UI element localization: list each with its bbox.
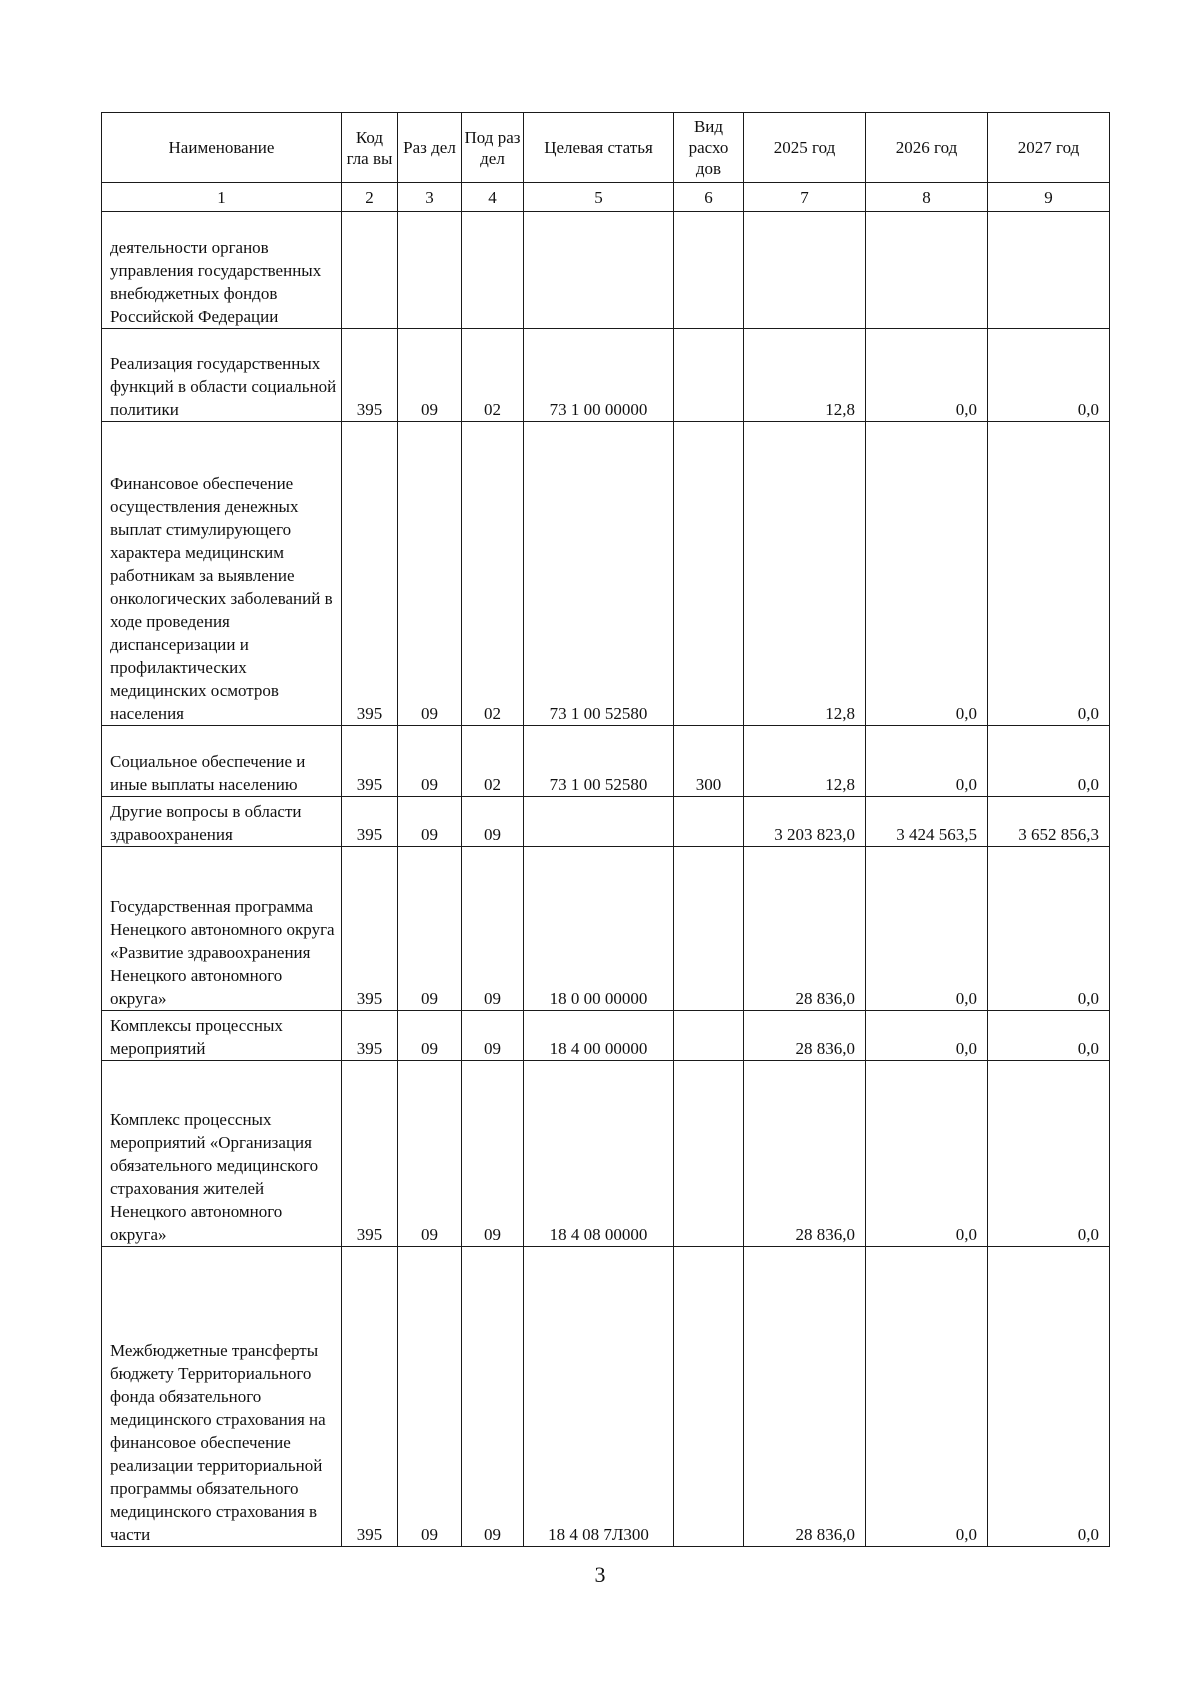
row-2025: 28 836,0 [744,847,866,1011]
row-razdel [398,212,462,329]
row-vid [674,422,744,726]
row-2027: 0,0 [988,422,1110,726]
row-vid [674,1011,744,1061]
header-2026: 2026 год [866,113,988,183]
column-number: 1 [102,183,342,212]
row-2026: 0,0 [866,1011,988,1061]
column-number: 5 [524,183,674,212]
row-celevaya: 73 1 00 52580 [524,726,674,797]
row-2026: 0,0 [866,1061,988,1247]
row-vid [674,1061,744,1247]
row-2025: 12,8 [744,422,866,726]
row-razdel: 09 [398,1061,462,1247]
table-row [102,847,1110,1011]
row-2025: 28 836,0 [744,1011,866,1061]
column-number: 8 [866,183,988,212]
row-razdel: 09 [398,847,462,1011]
column-number: 6 [674,183,744,212]
row-2027: 0,0 [988,329,1110,422]
row-glava: 395 [342,1061,398,1247]
table-row [102,1061,1110,1247]
row-podrazdel: 09 [462,1011,524,1061]
row-celevaya [524,797,674,847]
header-podrazdel: Под раз дел [462,113,524,183]
row-glava [342,212,398,329]
row-name: Комплекс процессных мероприятий «Организация обязательного медицинского страхования жителей Ненецкого автономного округа» [102,1061,342,1247]
row-name: деятельности органов управления государственных внебюджетных фондов Российской Федерации [102,212,342,329]
row-razdel: 09 [398,329,462,422]
row-name: Другие вопросы в области здравоохранения [102,797,342,847]
column-number: 3 [398,183,462,212]
row-razdel: 09 [398,422,462,726]
row-2026: 0,0 [866,1247,988,1547]
row-podrazdel: 09 [462,1247,524,1547]
column-number: 4 [462,183,524,212]
row-2027: 0,0 [988,1061,1110,1247]
table-header [102,113,1110,183]
table-row [102,1011,1110,1061]
header-2025: 2025 год [744,113,866,183]
row-2025: 12,8 [744,329,866,422]
row-celevaya: 18 4 08 7Л300 [524,1247,674,1547]
row-vid: 300 [674,726,744,797]
row-glava: 395 [342,1247,398,1547]
row-glava: 395 [342,726,398,797]
row-razdel: 09 [398,726,462,797]
row-2025: 3 203 823,0 [744,797,866,847]
column-number: 2 [342,183,398,212]
row-razdel: 09 [398,1247,462,1547]
column-number: 7 [744,183,866,212]
table-row [102,797,1110,847]
row-2025: 28 836,0 [744,1247,866,1547]
row-vid [674,212,744,329]
row-2026: 0,0 [866,422,988,726]
header-vid: Вид расхо дов [674,113,744,183]
header-name: Наименование [102,113,342,183]
row-podrazdel: 09 [462,847,524,1011]
row-celevaya: 73 1 00 52580 [524,422,674,726]
row-podrazdel: 02 [462,726,524,797]
row-name: Социальное обеспечение и иные выплаты населению [102,726,342,797]
row-2026: 3 424 563,5 [866,797,988,847]
row-glava: 395 [342,847,398,1011]
row-vid [674,329,744,422]
row-razdel: 09 [398,1011,462,1061]
row-vid [674,1247,744,1547]
row-2027: 0,0 [988,1011,1110,1061]
row-celevaya: 18 4 08 00000 [524,1061,674,1247]
header-razdel: Раз дел [398,113,462,183]
row-podrazdel: 02 [462,329,524,422]
row-2027: 0,0 [988,1247,1110,1547]
row-2025: 12,8 [744,726,866,797]
row-podrazdel: 09 [462,797,524,847]
page-number: 3 [594,1562,606,1587]
table-row [102,726,1110,797]
row-2027 [988,212,1110,329]
row-name: Государственная программа Ненецкого автономного округа «Развитие здравоохранения Ненецкого автономного округа» [102,847,342,1011]
row-name: Реализация государственных функций в области социальной политики [102,329,342,422]
table-row [102,329,1110,422]
row-celevaya: 73 1 00 00000 [524,329,674,422]
row-celevaya: 18 0 00 00000 [524,847,674,1011]
header-celevaya: Целевая статья [524,113,674,183]
row-glava: 395 [342,422,398,726]
row-2026: 0,0 [866,329,988,422]
budget-table [101,112,1110,1547]
header-glava: Код гла вы [342,113,398,183]
row-podrazdel [462,212,524,329]
row-2027: 3 652 856,3 [988,797,1110,847]
row-name: Комплексы процессных мероприятий [102,1011,342,1061]
row-glava: 395 [342,1011,398,1061]
row-podrazdel: 09 [462,1061,524,1247]
table-row [102,212,1110,329]
row-vid [674,847,744,1011]
table-row [102,1247,1110,1547]
row-2027: 0,0 [988,847,1110,1011]
row-2027: 0,0 [988,726,1110,797]
row-2026: 0,0 [866,726,988,797]
row-celevaya: 18 4 00 00000 [524,1011,674,1061]
row-name: Финансовое обеспечение осуществления денежных выплат стимулирующего характера медицинским работникам за выявление онкологических заболеваний в ходе проведения диспансеризации и профилактических медицинских осмотров населения [102,422,342,726]
row-2025: 28 836,0 [744,1061,866,1247]
row-2026 [866,212,988,329]
table-body [102,183,1110,1547]
row-2026: 0,0 [866,847,988,1011]
row-glava: 395 [342,329,398,422]
row-glava: 395 [342,797,398,847]
row-celevaya [524,212,674,329]
column-number-row [102,183,1110,212]
row-razdel: 09 [398,797,462,847]
header-2027: 2027 год [988,113,1110,183]
table-row [102,422,1110,726]
row-podrazdel: 02 [462,422,524,726]
row-name: Межбюджетные трансферты бюджету Территориального фонда обязательного медицинского страхования на финансовое обеспечение реализации территориальной программы обязательного медицинского страхования в части [102,1247,342,1547]
column-number: 9 [988,183,1110,212]
row-2025 [744,212,866,329]
row-vid [674,797,744,847]
